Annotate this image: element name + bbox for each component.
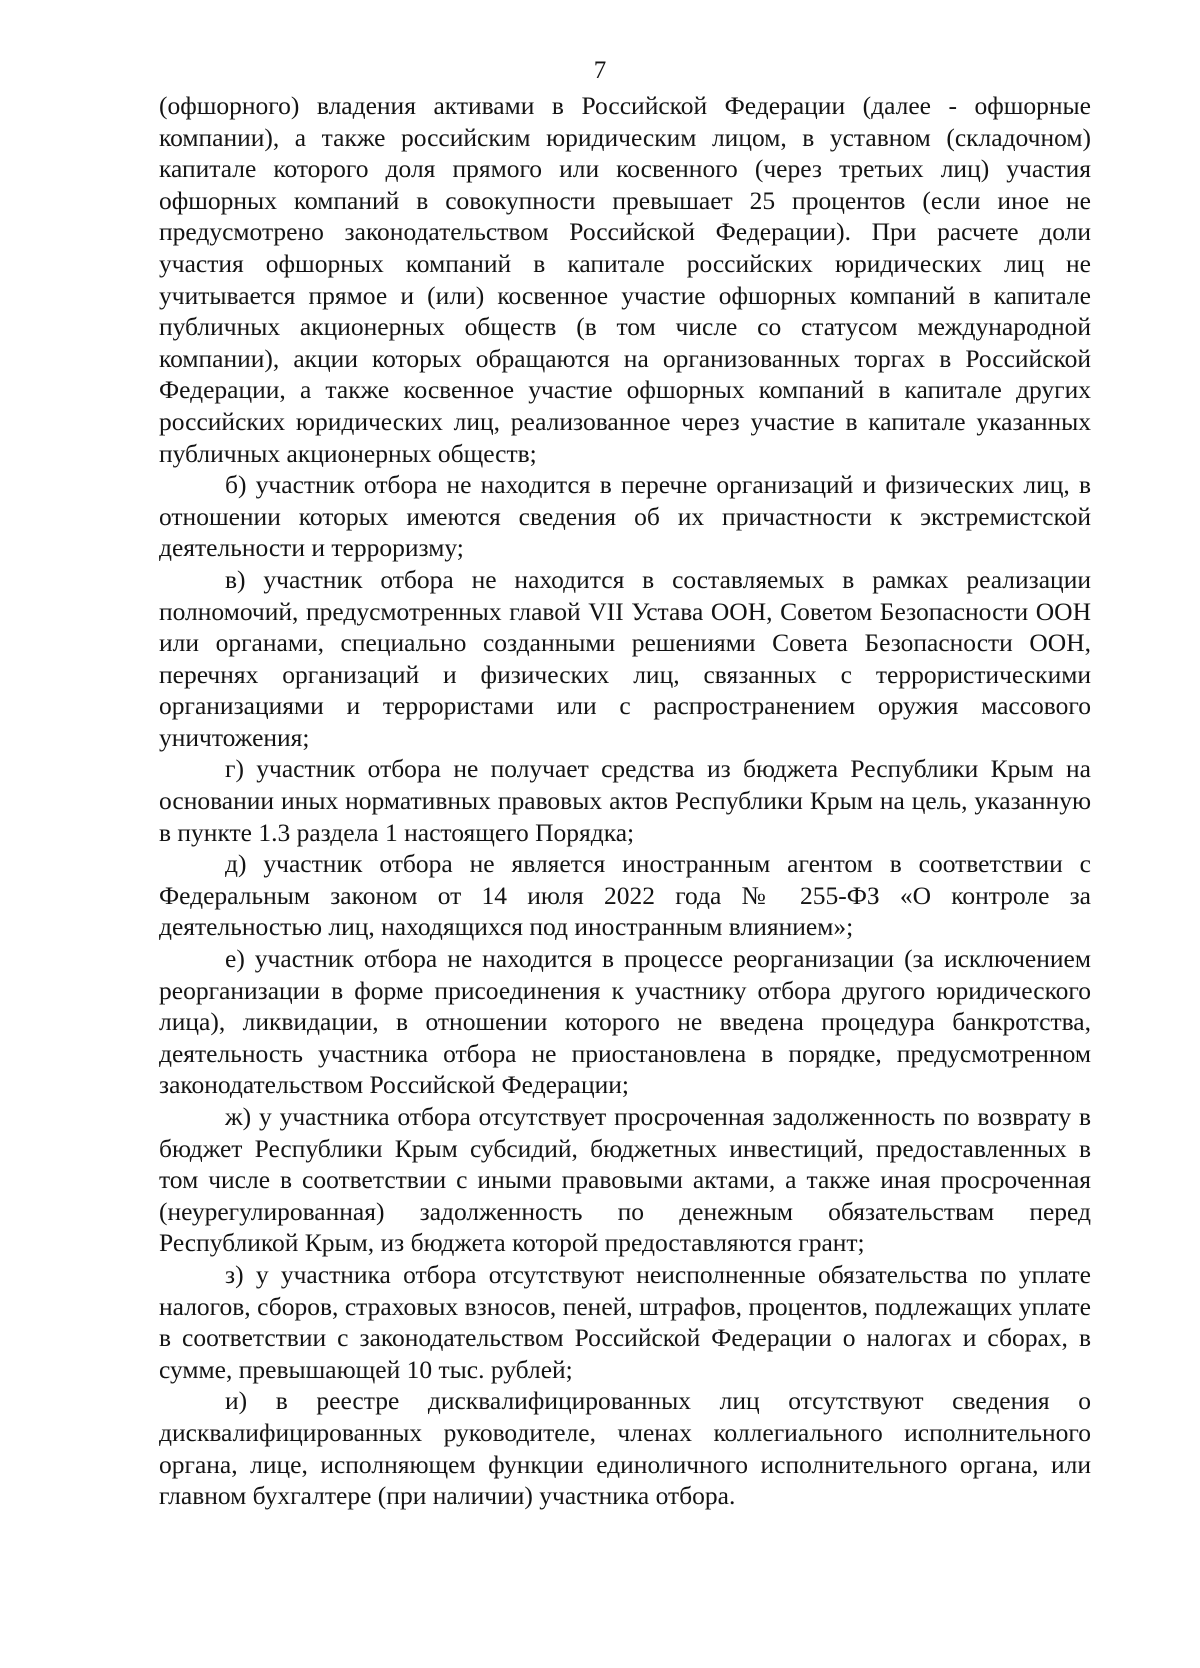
paragraph-item-b: б) участник отбора не находится в перечне организаций и физических лиц, в отношении которых имеются сведения об их причастности к экстремистской деятельности и терроризму; <box>159 470 1091 563</box>
paragraph-item-z: з) у участника отбора отсутствуют неисполненные обязательства по уплате налогов, сборов, страховых взносов, пеней, штрафов, процентов, подлежащих уплате в соответствии с законодательством Российской Федерации о налогах и сборах, в сумме, превышающей 10 тыс. рублей; <box>159 1259 1091 1384</box>
paragraph-item-v: в) участник отбора не находится в составляемых в рамках реализации полномочий, предусмотренных главой VII Устава ООН, Советом Безопасности ООН или органами, специально созданными решениями Совета Безопасности ООН, перечнях организаций и физических лиц, связанных с террористическими организациями и террористами или с распространением оружия массового уничтожения; <box>159 564 1091 752</box>
paragraph-offshore-continuation: (офшорного) владения активами в Российской Федерации (далее - офшорные компании), а также российским юридическим лицом, в уставном (складочном) капитале которого доля прямого или косвенного (через третьих лиц) участия офшорных компаний в совокупности превышает 25 процентов (если иное не предусмотрено законодательством Российской Федерации). При расчете доли участия офшорных компаний в капитале российских юридических лиц не учитывается прямое и (или) косвенное участие офшорных компаний в капитале публичных акционерных обществ (в том числе со статусом международной компании), акции которых обращаются на организованных торгах в Российской Федерации, а также косвенное участие офшорных компаний в капитале других российских юридических лиц, реализованное через участие в капитале указанных публичных акционерных обществ; <box>159 91 1091 468</box>
document-body <box>159 90 1091 1512</box>
paragraph-item-zh: ж) у участника отбора отсутствует просроченная задолженность по возврату в бюджет Республики Крым субсидий, бюджетных инвестиций, предоставленных в том числе в соответствии с иными правовыми актами, а также иная просроченная (неурегулированная) задолженность по денежным обязательствам перед Республикой Крым, из бюджета которой предоставляются грант; <box>159 1102 1091 1258</box>
paragraph-item-d: д) участник отбора не является иностранным агентом в соответствии с Федеральным законом от 14 июля 2022 года № 255-ФЗ «О контроле за деятельностью лиц, находящихся под иностранным влиянием»; <box>159 849 1091 942</box>
page-number: 7 <box>593 57 607 84</box>
paragraph-item-i: и) в реестре дисквалифицированных лиц отсутствуют сведения о дисквалифицированных руководителе, членах коллегиального исполнительного органа, лице, исполняющем функции единоличного исполнительного органа, или главном бухгалтере (при наличии) участника отбора. <box>159 1386 1091 1511</box>
paragraph-item-g: г) участник отбора не получает средства из бюджета Республики Крым на основании иных нормативных правовых актов Республики Крым на цель, указанную в пункте 1.3 раздела 1 настоящего Порядка; <box>159 754 1091 847</box>
paragraph-item-e: е) участник отбора не находится в процессе реорганизации (за исключением реорганизации в форме присоединения к участнику отбора другого юридического лица), ликвидации, в отношении которого не введена процедура банкротства, деятельность участника отбора не приостановлена в порядке, предусмотренном законодательством Российской Федерации; <box>159 944 1091 1100</box>
